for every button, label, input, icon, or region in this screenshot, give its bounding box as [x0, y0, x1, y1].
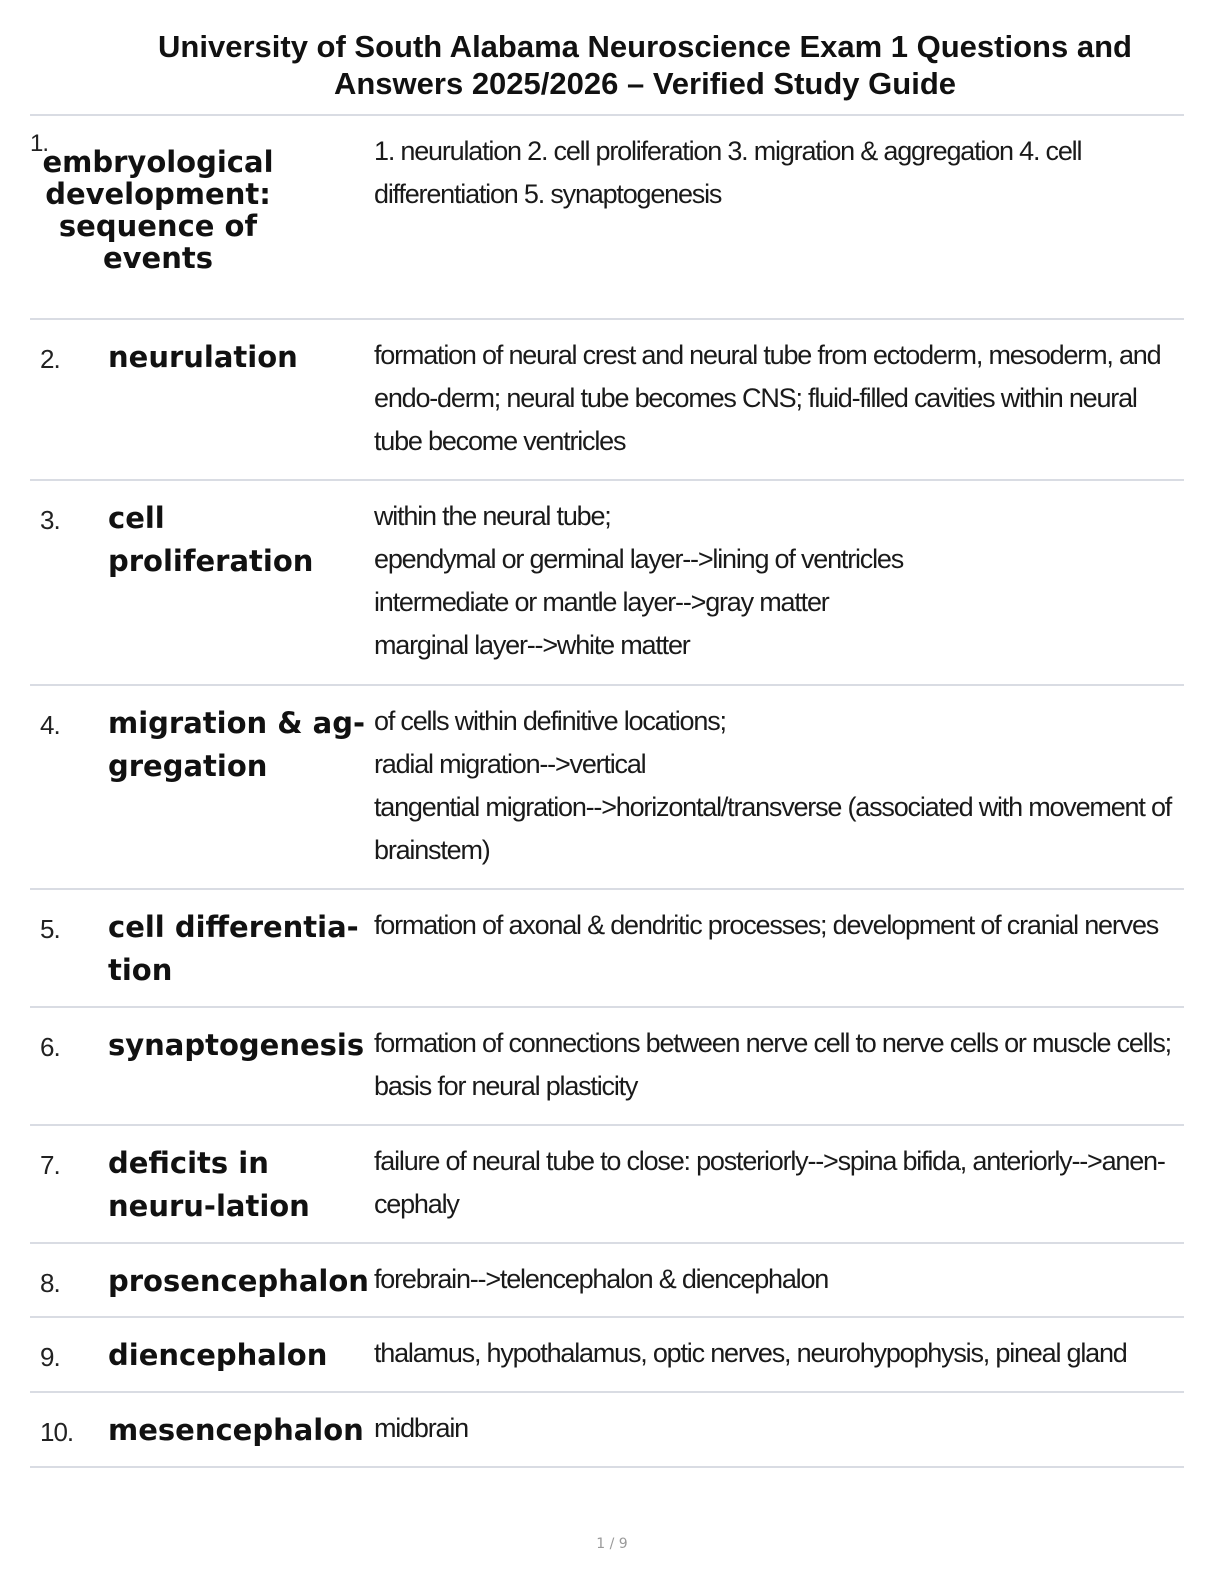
flashcard-row — [30, 686, 1184, 890]
card-term: mesencephalon — [108, 1413, 364, 1447]
flashcard-row — [30, 1126, 1184, 1244]
card-number: 7. — [40, 1150, 60, 1180]
flashcard-row — [30, 1244, 1184, 1318]
flashcard-row — [30, 1393, 1184, 1468]
flashcard-row — [30, 890, 1184, 1008]
card-number: 8. — [40, 1268, 60, 1298]
card-definition: 1. neurulation 2. cell proliferation 3. migration & aggregation 4. cell differentiation 5. synaptogenesis — [374, 136, 1082, 209]
card-definition: forebrain-->telencephalon & diencephalon — [374, 1264, 829, 1294]
card-term: cell proliferation — [108, 501, 314, 578]
card-number: 9. — [40, 1342, 60, 1372]
card-number: 6. — [40, 1032, 60, 1062]
card-term: embryological development: sequence of events — [42, 145, 274, 275]
card-definition: thalamus, hypothalamus, optic nerves, neurohypophysis, pineal gland — [374, 1338, 1127, 1368]
card-term: cell differentia-tion — [108, 910, 359, 987]
card-definition: formation of neural crest and neural tube from ectoderm, mesoderm, and endo-derm; neural tube becomes CNS; fluid-filled cavities within neural tube become ventricles — [374, 340, 1161, 456]
card-definition: formation of axonal & dendritic processes; development of cranial nerves — [374, 910, 1159, 940]
card-term: deficits in neuru-lation — [108, 1146, 310, 1223]
card-definition: formation of connections between nerve cell to nerve cells or muscle cells; basis for neural plasticity — [374, 1028, 1171, 1101]
card-number: 2. — [40, 344, 60, 374]
card-term: diencephalon — [108, 1338, 328, 1372]
document-title: University of South Alabama Neuroscience Exam 1 Questions and Answers 2025/2026 – Verified Study Guide — [158, 29, 1132, 101]
card-definition: midbrain — [374, 1413, 468, 1443]
flashcard-row — [30, 116, 1184, 320]
flashcard-list — [30, 116, 1184, 1468]
card-number: 5. — [40, 914, 60, 944]
card-number: 4. — [40, 710, 60, 740]
card-term: migration & ag-gregation — [108, 706, 366, 783]
flashcard-row — [30, 320, 1184, 481]
card-number: 3. — [40, 505, 60, 535]
card-term: neurulation — [108, 340, 298, 374]
flashcard-row — [30, 481, 1184, 686]
card-number: 1. — [30, 130, 49, 157]
flashcard-row — [30, 1318, 1184, 1393]
card-term: prosencephalon — [108, 1264, 369, 1298]
card-term: synaptogenesis — [108, 1028, 365, 1062]
card-definition: of cells within definitive locations; radial migration-->vertical tangential migration-->horizontal/transverse (associated with movement of brainstem) — [374, 706, 1172, 865]
card-definition: failure of neural tube to close: posteriorly-->spina bifida, anteriorly-->anen-cephaly — [374, 1146, 1165, 1219]
page-indicator: 1 / 9 — [596, 1536, 628, 1552]
flashcard-row — [30, 1008, 1184, 1126]
card-definition: within the neural tube; ependymal or germinal layer-->lining of ventricles intermediate or mantle layer-->gray matter marginal layer-->white matter — [374, 501, 904, 660]
card-number: 10. — [40, 1417, 74, 1447]
